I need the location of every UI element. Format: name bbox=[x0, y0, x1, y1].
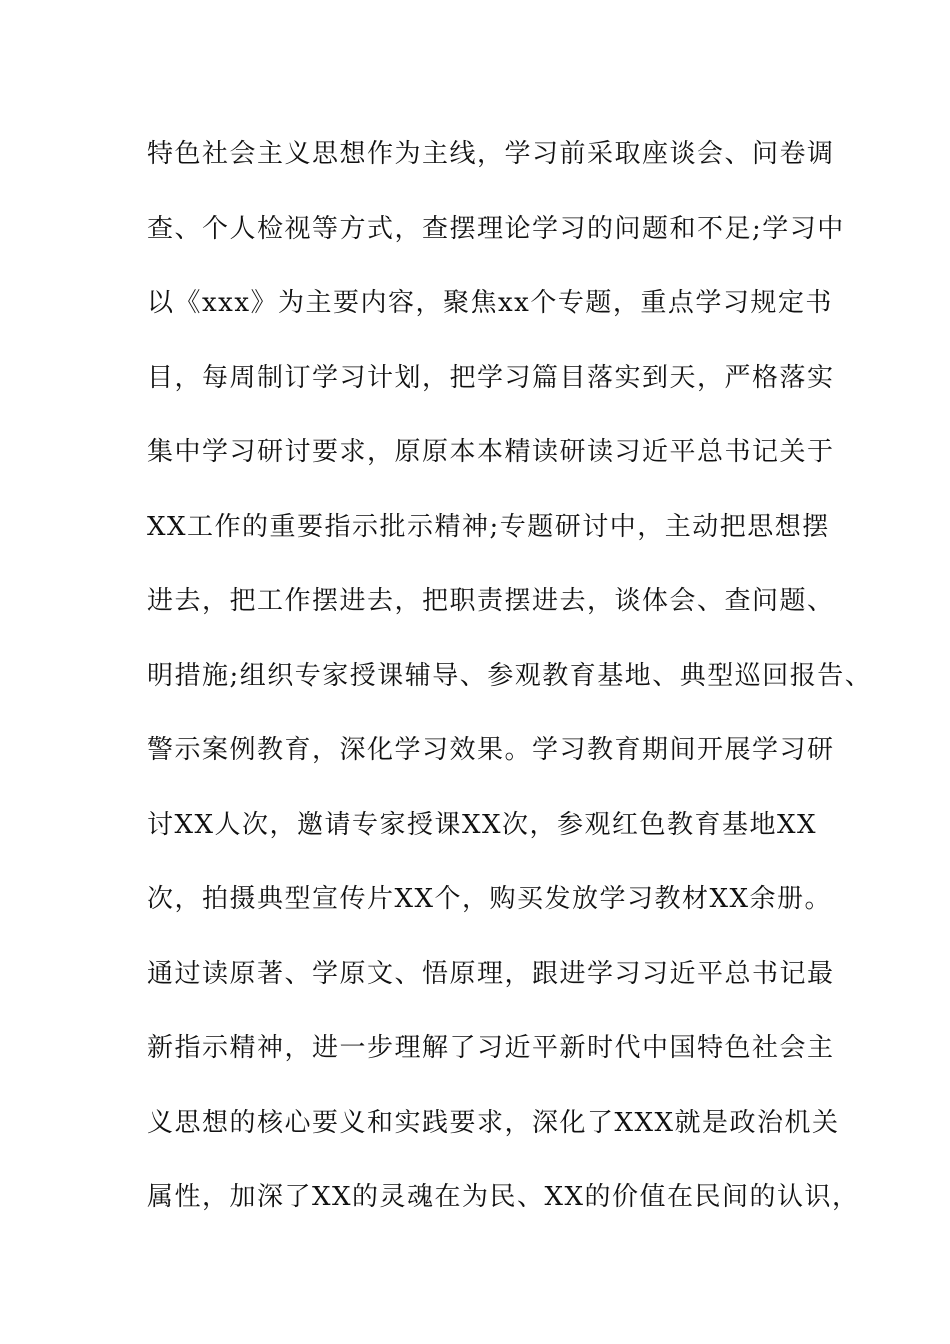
body-paragraph bbox=[147, 128, 873, 1246]
text-line: 义思想的核心要义和实践要求，深化了XXX就是政治机关 bbox=[147, 1107, 840, 1138]
text-line: 讨XX人次，邀请专家授课XX次，参观红色教育基地XX bbox=[147, 809, 818, 840]
text-line: XX工作的重要指示批示精神;专题研讨中，主动把思想摆 bbox=[147, 511, 830, 542]
text-line: 通过读原著、学原文、悟原理，跟进学习习近平总书记最 bbox=[147, 958, 835, 989]
text-line: 特色社会主义思想作为主线，学习前采取座谈会、问卷调 bbox=[147, 139, 835, 169]
text-line: 以《xxx》为主要内容，聚焦xx个专题，重点学习规定书 bbox=[147, 288, 833, 318]
text-line: 目，每周制订学习计划，把学习篇目落实到天，严格落实 bbox=[147, 362, 835, 393]
text-line: 次，拍摄典型宣传片XX个，购买发放学习教材XX余册。 bbox=[147, 884, 833, 914]
text-line: 警示案例教育，深化学习效果。学习教育期间开展学习研 bbox=[147, 735, 835, 765]
text-line: 明措施;组织专家授课辅导、参观教育基地、典型巡回报告、 bbox=[147, 660, 873, 691]
text-line: 属性，加深了XX的灵魂在为民、XX的价值在民间的认识， bbox=[147, 1182, 860, 1212]
text-line: 集中学习研讨要求，原原本本精读研读习近平总书记关于 bbox=[147, 437, 835, 467]
text-line: 新指示精神，进一步理解了习近平新时代中国特色社会主 bbox=[147, 1033, 835, 1063]
text-line: 查、个人检视等方式，查摆理论学习的问题和不足;学习中 bbox=[147, 213, 845, 244]
text-line: 进去，把工作摆进去，把职责摆进去，谈体会、查问题、 bbox=[147, 586, 835, 616]
